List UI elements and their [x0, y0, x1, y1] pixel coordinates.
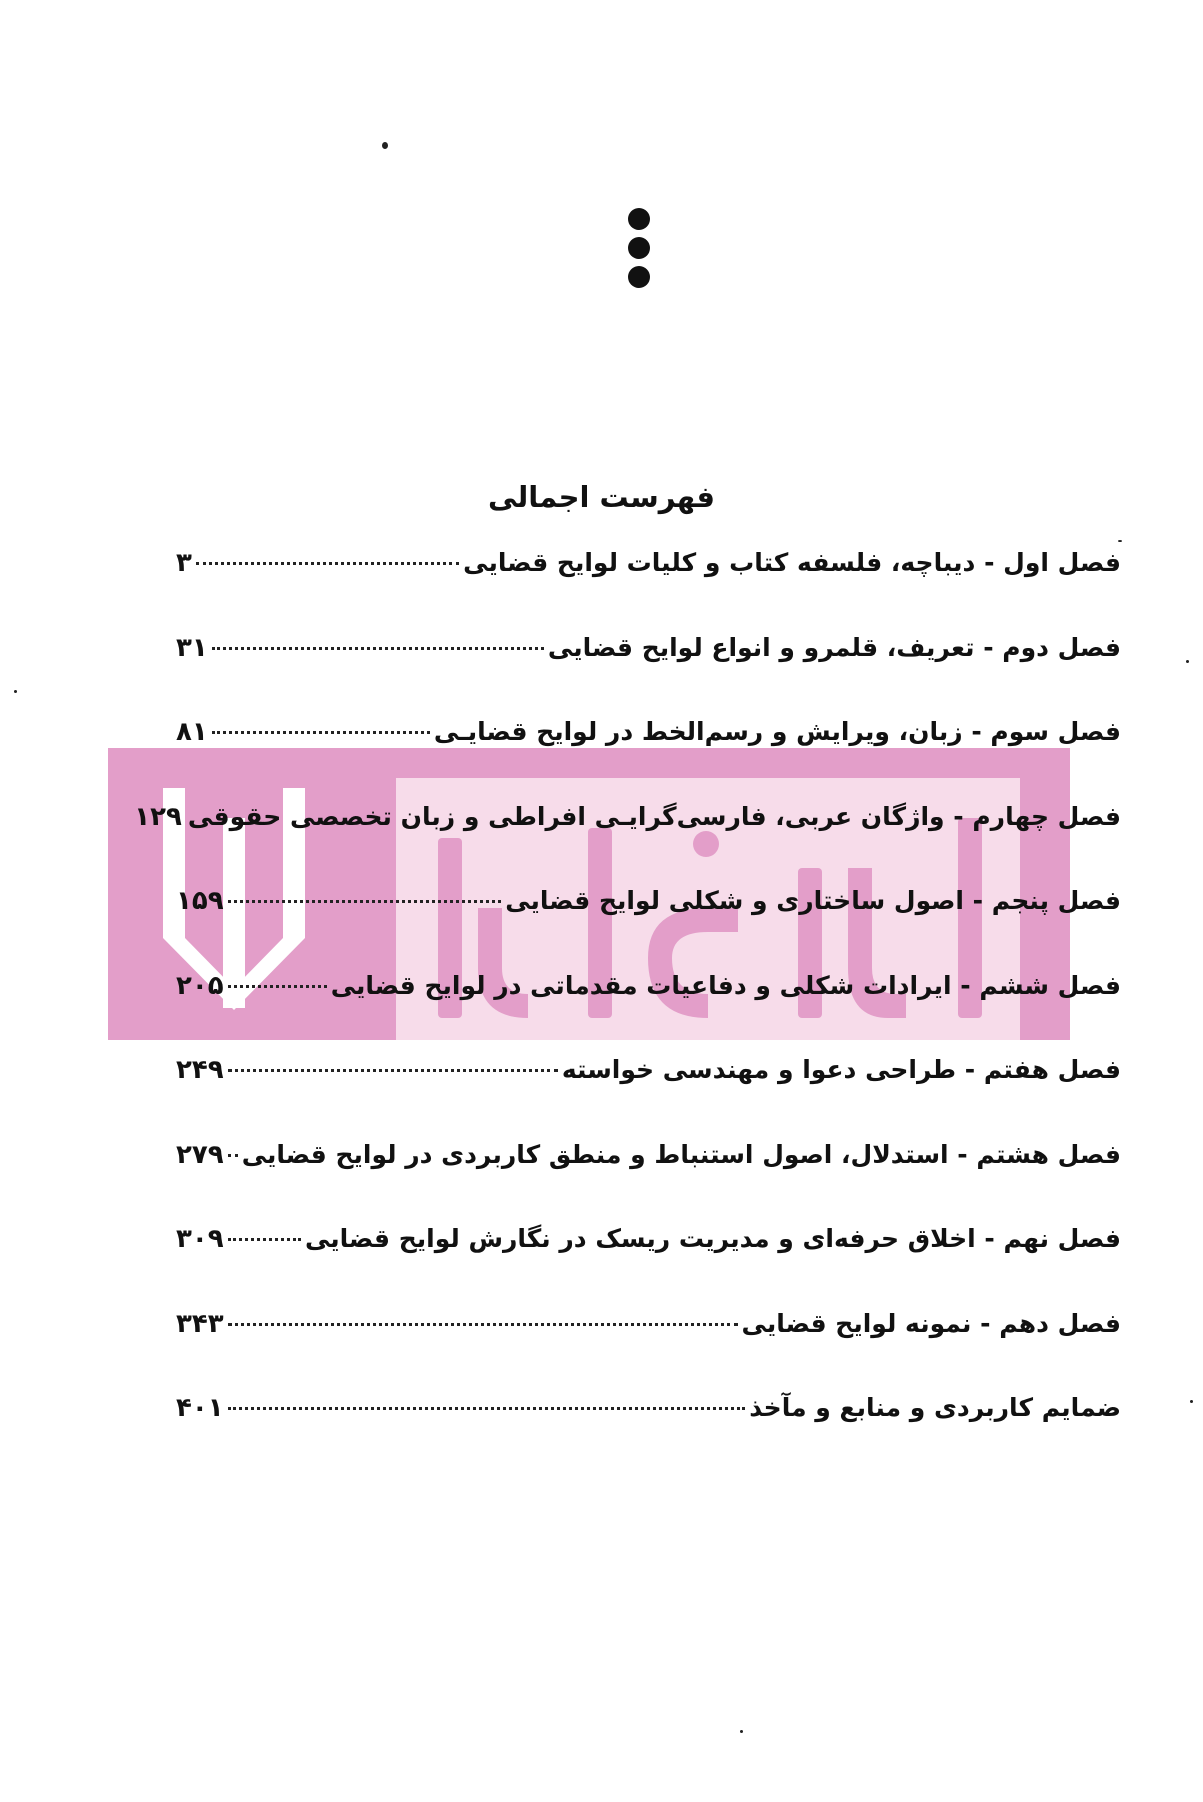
ornament-dot — [628, 237, 650, 259]
toc-entry[interactable] — [176, 1140, 1121, 1225]
toc-entry[interactable] — [176, 1055, 1121, 1140]
toc-page-number: ۱۵۹ — [176, 886, 224, 916]
ornament-dots — [628, 208, 652, 288]
toc-page-number: ۳۴۳ — [176, 1308, 224, 1339]
toc-entry-title: فصل ششم - ایرادات شکلی و دفاعیات مقدماتی در لوایح قضایی — [330, 970, 1121, 1000]
toc-entry[interactable] — [176, 1309, 1121, 1394]
ornament-dot — [628, 266, 650, 288]
toc-entry-title: فصل پنجم - اصول ساختاری و شکلی لوایح قضایی — [505, 886, 1121, 915]
toc-leader-dots — [228, 1323, 738, 1326]
toc-page-number: ۲۴۹ — [176, 1055, 224, 1085]
toc-entry-title: فصل هشتم - استدلال، اصول استنباط و منطق کاربردی در لوایح قضایی — [241, 1139, 1121, 1169]
toc-leader-dots — [228, 900, 502, 903]
toc-page-number: ۱۲۹ — [134, 801, 182, 832]
toc-entry[interactable] — [176, 886, 1121, 971]
toc-leader-dots — [228, 1407, 746, 1410]
print-speck — [1186, 660, 1189, 663]
toc-entry-title: فصل دهم - نمونه لوایح قضایی — [741, 1308, 1121, 1338]
toc-leader-dots — [228, 1069, 558, 1072]
toc-entry-title: فصل اول - دیباچه، فلسفه کتاب و کلیات لوایح قضایی — [463, 548, 1121, 577]
toc-entry[interactable] — [176, 1224, 1121, 1309]
table-of-contents — [134, 548, 1121, 1478]
ornament-dot — [628, 208, 650, 230]
print-speck — [14, 690, 17, 693]
toc-leader-dots — [196, 562, 459, 565]
toc-page-number: ۳۰۹ — [176, 1224, 224, 1254]
toc-entry-title: فصل نهم - اخلاق حرفه‌ای و مدیریت ریسک در نگارش لوایح قضایی — [304, 1224, 1121, 1253]
toc-entry[interactable] — [176, 717, 1121, 802]
print-speck — [740, 1730, 743, 1733]
print-speck — [1190, 1400, 1193, 1403]
toc-entry-title: فصل هفتم - طراحی دعوا و مهندسی خواسته — [561, 1055, 1121, 1084]
toc-leader-dots — [212, 731, 430, 734]
toc-entry-title: فصل سوم - زبان، ویرایش و رسم‌الخط در لوایح قضایـی — [433, 717, 1121, 746]
toc-entry-title: فصل چهارم - واژگان عربی، فارسی‌گرایـی افراطی و زبان تخصصی حقوقی — [187, 801, 1121, 831]
toc-page-number: ۲۰۵ — [176, 970, 224, 1001]
toc-entry[interactable] — [134, 801, 1121, 887]
toc-leader-dots — [182, 816, 188, 819]
toc-leader-dots — [228, 1238, 301, 1241]
print-speck — [382, 142, 388, 149]
toc-entry-title: ضمایم کاربردی و منابع و مآخذ — [749, 1393, 1121, 1422]
toc-page-number: ۳ — [176, 548, 192, 578]
toc-entry-title: فصل دوم - تعریف، قلمرو و انواع لوایح قضایی — [547, 632, 1121, 662]
toc-leader-dots — [212, 647, 544, 650]
toc-leader-dots — [228, 985, 327, 988]
toc-entry[interactable] — [176, 548, 1121, 633]
toc-entry[interactable] — [176, 971, 1121, 1056]
page-title: فهرست اجمالی — [488, 480, 715, 514]
toc-leader-dots — [228, 1154, 238, 1157]
toc-page-number: ۴۰۱ — [176, 1393, 224, 1423]
toc-page-number: ۲۷۹ — [176, 1139, 224, 1170]
print-speck — [1118, 540, 1122, 542]
toc-entry[interactable] — [176, 633, 1121, 718]
toc-entry[interactable] — [176, 1393, 1121, 1478]
toc-page-number: ۸۱ — [176, 717, 208, 747]
toc-page-number: ۳۱ — [176, 632, 208, 663]
